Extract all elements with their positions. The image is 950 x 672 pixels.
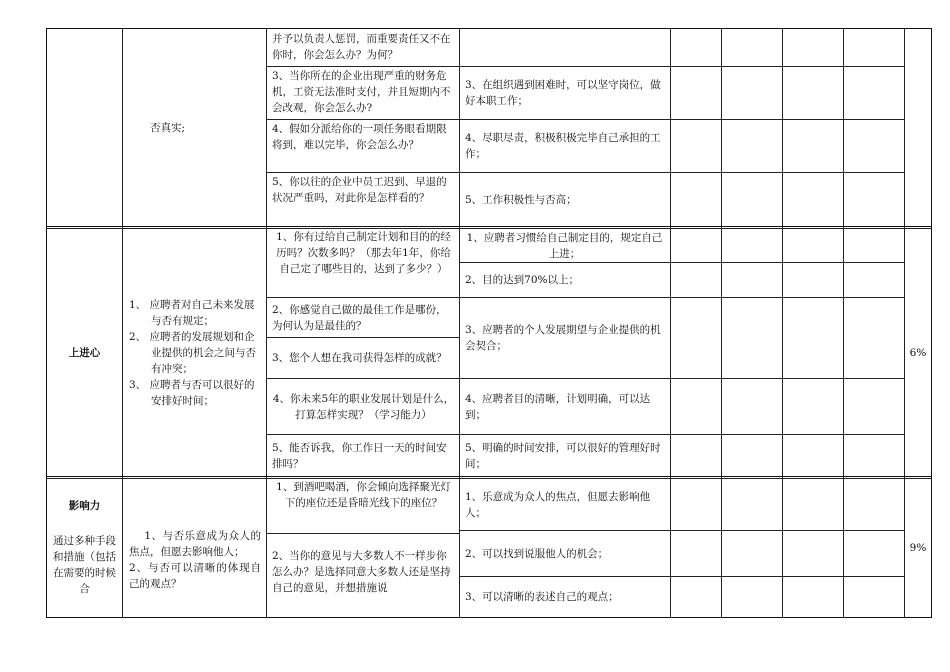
table-border-bottom [46, 617, 932, 618]
section-title: 上进心 [68, 346, 101, 359]
criteria-item: 2、 应聘者的发展规划和企业提供的机会之间与否有冲突； [129, 330, 256, 375]
criteria-cell [123, 229, 266, 476]
question-cell [267, 379, 459, 434]
question-text: 2、你感觉自己做的最佳工作是哪份，为何认为是最佳的？ [272, 303, 447, 332]
table-border-right [931, 28, 932, 618]
question-text: 3、您个人想在我司获得怎样的成就？ [272, 352, 447, 364]
question-text: 4、假如分派给你的一项任务眼看期限将到，难以完毕，你会怎么办？ [272, 123, 447, 151]
question-cell [267, 68, 459, 119]
question-cell [267, 31, 459, 66]
answer-text: 3、可以清晰的表述自己的观点； [465, 591, 619, 603]
answer-cell [460, 435, 670, 476]
answer-text: 5、明确的时间安排，可以很好的管理好时间； [465, 441, 661, 470]
answer-cell [460, 298, 670, 378]
question-text: 1、你有过给自己制定计划和目的的经历吗？次数多吗？（那去年1年，你给自己定了哪些目的，达到了多少？） [276, 231, 451, 275]
criteria-text: 1、与否乐意成为众人的焦点，但愿去影响他人； 2、与否可以清晰的体现自己的观点？ [129, 530, 261, 590]
criteria-item: 1、 应聘者对自己未来发展与否有规定； [129, 298, 255, 327]
section-separator-2 [46, 476, 932, 477]
answer-cell [460, 67, 670, 119]
answer-cell [460, 120, 670, 172]
question-cell [267, 338, 459, 378]
section-title: 影响力 [68, 500, 101, 512]
row-line [266, 533, 459, 534]
answer-cell [460, 577, 670, 617]
weight-value: 9% [909, 542, 927, 554]
weight-cell [905, 479, 931, 617]
question-text: 4、你未来5年的职业发展计划是什么，打算怎样实现？（学习能力） [272, 392, 455, 421]
section-separator-1 [46, 226, 932, 227]
answer-cell [460, 263, 670, 297]
answer-text: 2、目的达到70%以上； [465, 274, 580, 286]
answer-cell [460, 531, 670, 576]
question-cell [267, 479, 459, 533]
weight-cell [905, 229, 931, 476]
section-description: 通过多种手段和措施（包括在需要的时候合 [53, 535, 116, 595]
question-text: 1、到酒吧喝酒，你会倾向选择聚光灯下的座位还是昏暗光线下的座位？ [276, 481, 451, 509]
question-cell [267, 548, 459, 617]
answer-text: 2、可以找到说服他人的机会； [465, 547, 609, 560]
question-text: 5、你以往的企业中员工迟到、早退的状况严重吗，对此你是怎样看的？ [272, 176, 447, 204]
answer-text: 4、应聘者目的清晰，计划明确，可以达到； [465, 392, 651, 421]
criteria-cell [123, 512, 266, 608]
answer-cell [460, 229, 670, 262]
question-text: 2、当你的意见与大多数人不一样步你怎么办？是选择同意大多数人还是坚持自己的意见，并想措施说 [272, 550, 451, 594]
question-cell [267, 174, 459, 226]
answer-text: 3、应聘者的个人发展期望与企业提供的机会契合； [465, 324, 661, 352]
question-cell [267, 298, 459, 337]
answer-cell [460, 173, 670, 226]
criterion-cell [123, 29, 266, 226]
answer-text: 4、尽职尽责，积极积极完毕自己承担的工作； [465, 132, 661, 160]
answer-text: 3、在组织遇到困难时，可以坚守岗位，做好本职工作； [465, 79, 661, 107]
criteria-item: 3、 应聘者与否可以很好的安排好时间； [129, 378, 255, 407]
answer-cell [460, 379, 670, 434]
question-cell [267, 121, 459, 172]
question-cell [267, 435, 459, 476]
answer-text: 5、工作积极性与否高； [465, 193, 577, 206]
weight-value: 6% [909, 346, 927, 359]
answer-text: 1、应聘者习惯给自己制定目的，规定自己上进； [466, 231, 663, 260]
question-text: 5、能否诉我，你工作日一天的时间安排吗？ [272, 441, 447, 470]
answer-cell [460, 479, 670, 530]
criterion-text: 否真实; [150, 121, 186, 134]
question-text: 3、当你所在的企业出现严重的财务危机，工资无法准时支付，并且短期内不会改观，你会怎么办? [272, 70, 451, 114]
question-cell [267, 229, 459, 297]
question-text: 并予以负责人惩罚，而重要责任又不在你时，你会怎么办？为何？ [272, 33, 451, 61]
answer-text: 1、乐意成为众人的焦点，但愿去影响他人； [465, 490, 651, 519]
